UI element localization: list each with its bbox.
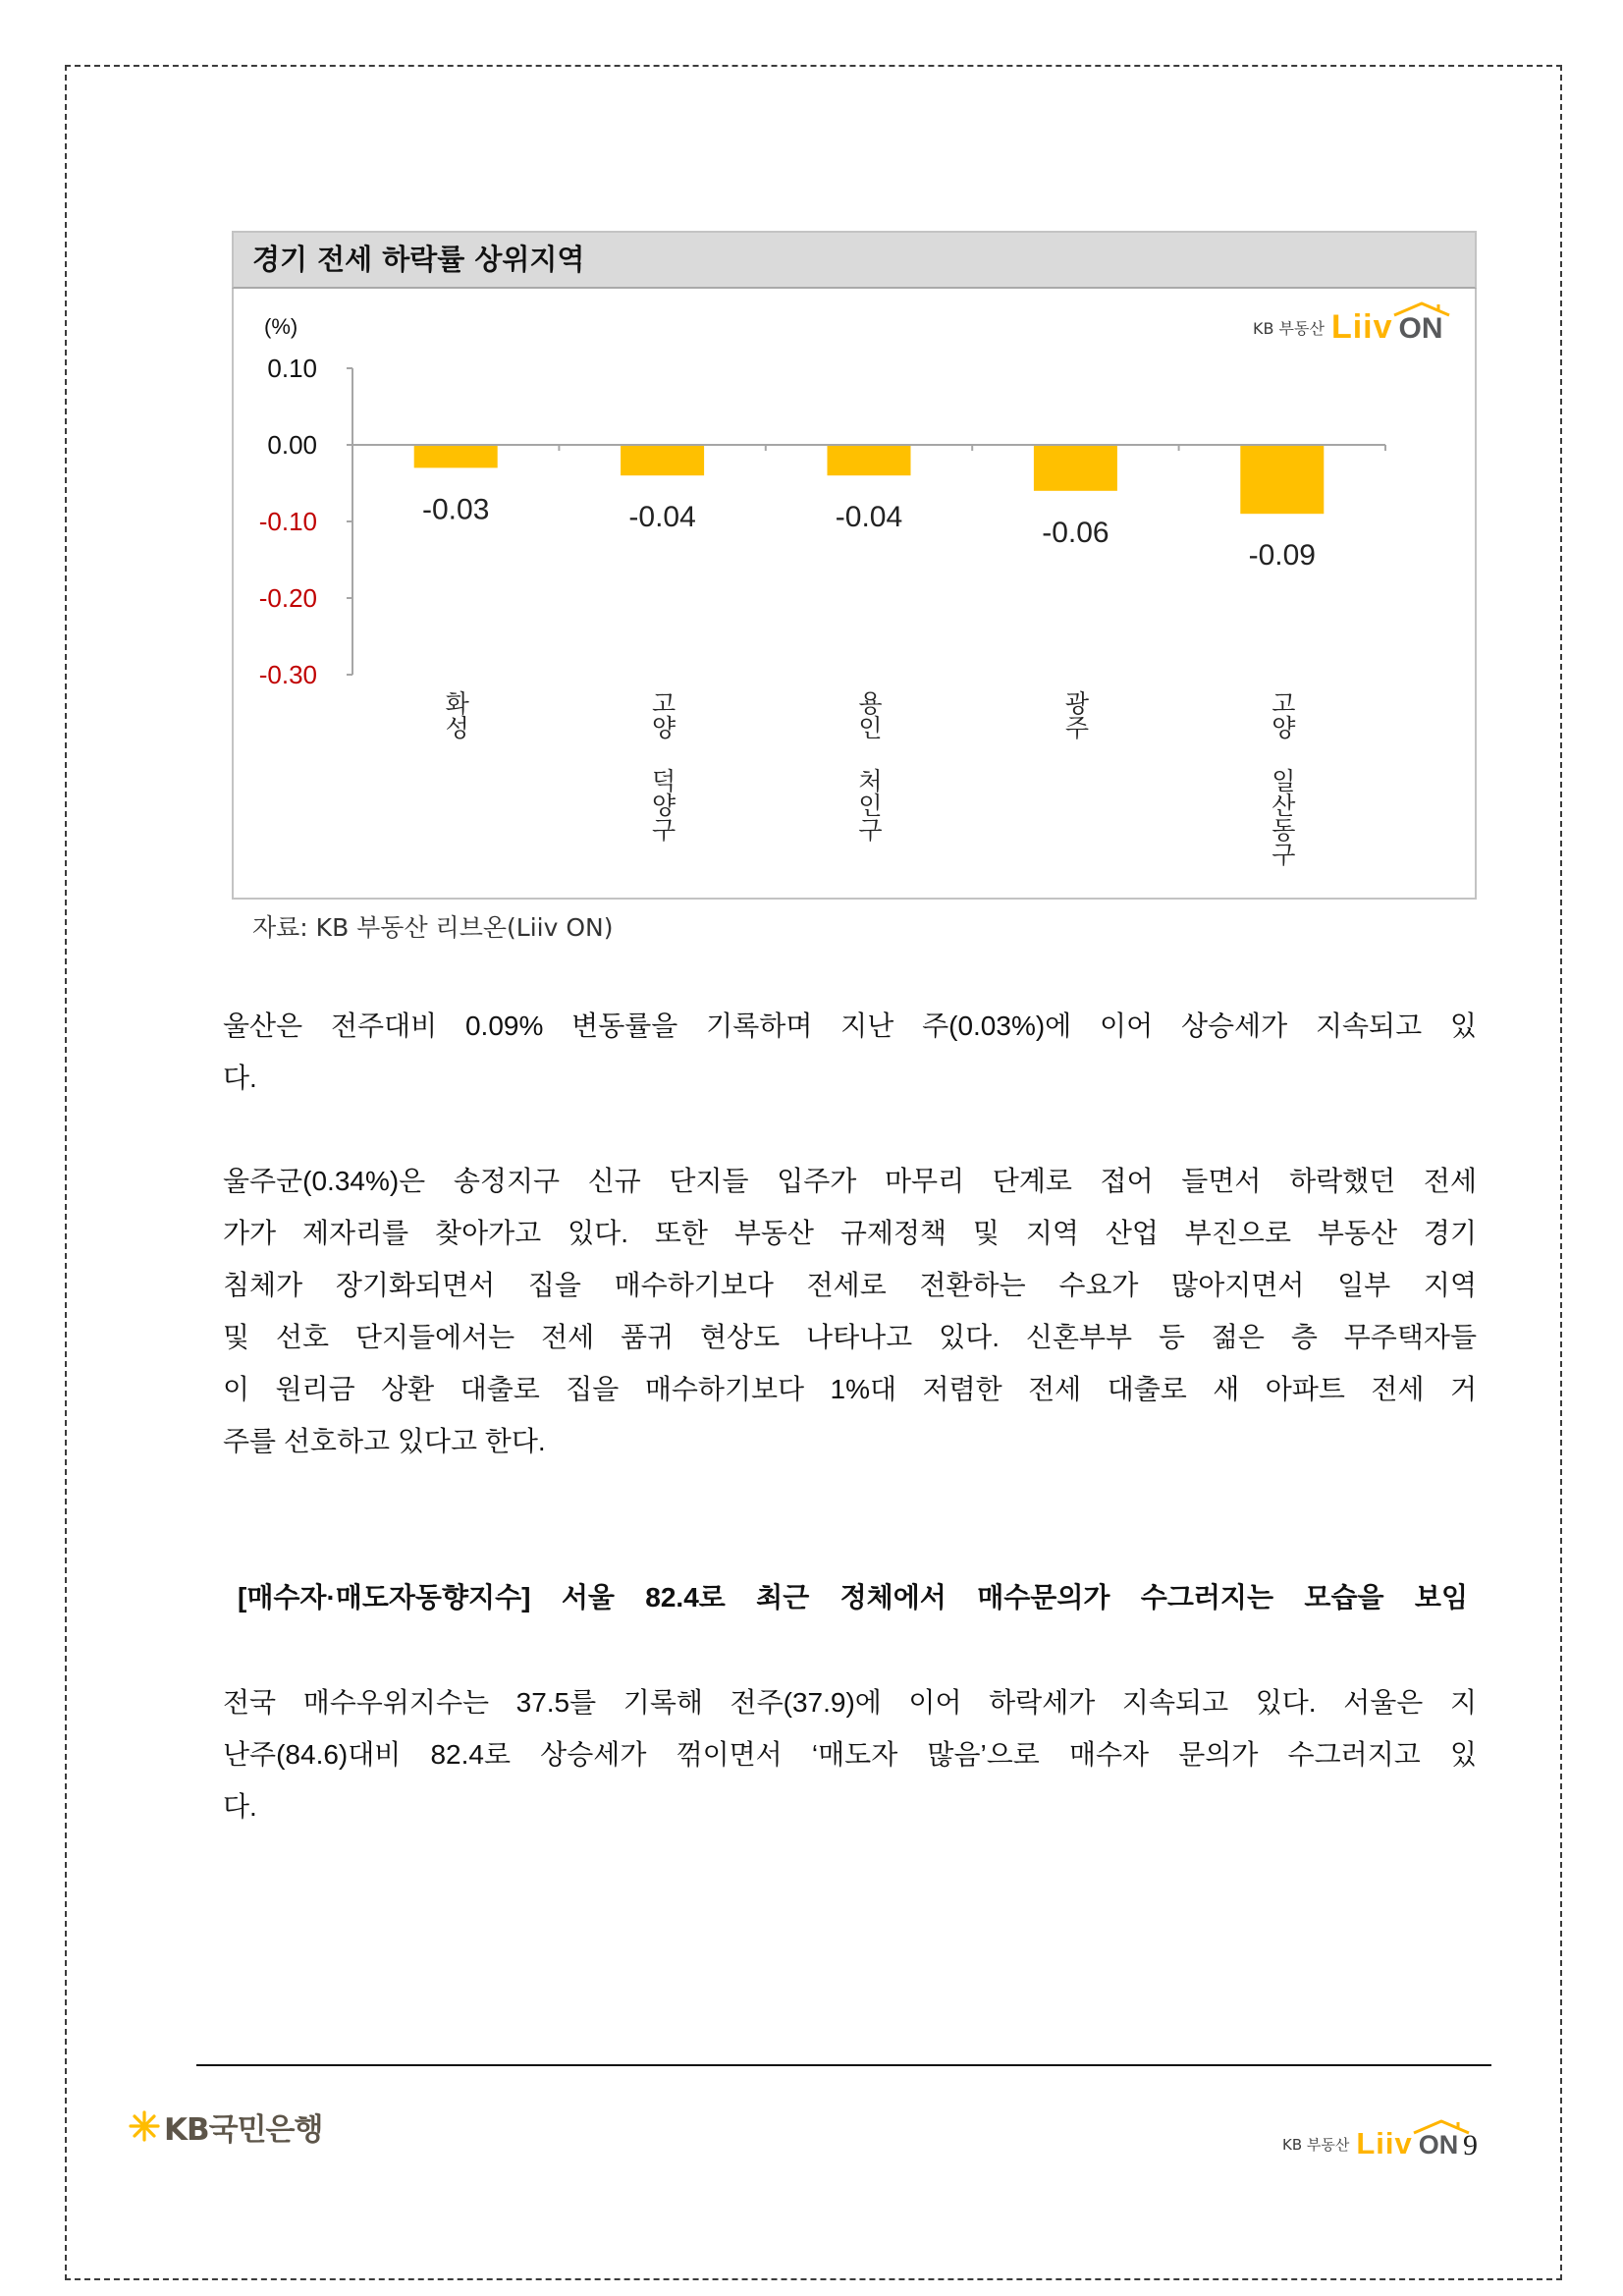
section-heading: [매수자·매도자동향지수] 서울 82.4로 최근 정체에서 매수문의가 수그러지는 모습을 보임 bbox=[238, 1582, 1468, 1613]
logo-on-mark bbox=[1419, 2132, 1459, 2159]
paragraph-uljugun bbox=[223, 1155, 1477, 1467]
y-tick-label: 0.10 bbox=[267, 354, 317, 383]
y-tick-label: -0.30 bbox=[258, 660, 317, 689]
bank-name: KB국민은행 bbox=[164, 2111, 323, 2148]
bar-value-label: -0.09 bbox=[1248, 539, 1316, 573]
text-line: 울산은 전주대비 0.09% 변동률을 기록하며 지난 주(0.03%)에 이어 상승세가 지속되고 있 bbox=[223, 1011, 1477, 1041]
category-label: 광주 bbox=[1060, 690, 1090, 739]
logo-kb-text: KB 부동산 bbox=[1253, 319, 1325, 338]
category-label: 고양 덕양구 bbox=[648, 690, 677, 842]
category-label: 용인 처인구 bbox=[854, 690, 884, 842]
paragraph-ulsan bbox=[223, 1000, 1477, 1104]
text-line: 다. bbox=[223, 1063, 257, 1093]
text-line: 이 원리금 상환 대출로 집을 매수하기보다 1%대 저렴한 전세 대출로 새 아파트 전세 거 bbox=[223, 1374, 1477, 1404]
bar-value-label: -0.04 bbox=[835, 501, 903, 534]
text-line: 주를 선호하고 있다고 한다. bbox=[223, 1426, 546, 1456]
logo-on-mark bbox=[1399, 314, 1443, 344]
chart-panel bbox=[232, 231, 1477, 900]
kb-liiv-on-logo bbox=[1253, 306, 1443, 344]
logo-liiv-text: Liiv bbox=[1356, 2126, 1413, 2160]
chart-source: 자료: KB 부동산 리브온(Liiv ON) bbox=[252, 913, 614, 942]
kb-bank-logo bbox=[128, 2106, 322, 2146]
bar-value-label: -0.06 bbox=[1042, 516, 1109, 549]
text-line: 울주군(0.34%)은 송정지구 신규 단지들 입주가 마무리 단계로 접어 들면서 하락했던 전세 bbox=[223, 1166, 1477, 1196]
text-line: 전국 매수우위지수는 37.5를 기록해 전주(37.9)에 이어 하락세가 지속되고 있다. 서울은 지 bbox=[223, 1687, 1477, 1718]
category-label: 고양 일산동구 bbox=[1268, 690, 1297, 866]
paragraph-buyer-index bbox=[223, 1676, 1477, 1832]
kb-star-icon bbox=[128, 2109, 161, 2143]
logo-on-text: ON bbox=[1398, 312, 1443, 345]
bar-value-label: -0.03 bbox=[422, 493, 490, 526]
y-axis-unit-label: (%) bbox=[264, 314, 298, 339]
page-number: 9 bbox=[1463, 2129, 1478, 2161]
category-label: 화성 bbox=[441, 690, 470, 739]
chart-title-bar bbox=[232, 231, 1477, 289]
text-line: 난주(84.6)대비 82.4로 상승세가 꺾이면서 ‘매도자 많음’으로 매수자 문의가 수그러지고 있 bbox=[223, 1739, 1477, 1770]
chart-title: 경기 전세 하락률 상위지역 bbox=[252, 243, 585, 276]
text-line: 및 선호 단지들에서는 전세 품귀 현상도 나타나고 있다. 신혼부부 등 젊은 층 무주택자들 bbox=[223, 1322, 1477, 1352]
text-line: 가가 제자리를 찾아가고 있다. 또한 부동산 규제정책 및 지역 산업 부진으로 부동산 경기 bbox=[223, 1218, 1477, 1248]
y-tick-label: -0.20 bbox=[258, 583, 317, 613]
footer-divider bbox=[196, 2064, 1491, 2066]
logo-kb-text: KB 부동산 bbox=[1282, 2136, 1350, 2154]
category-label-layer bbox=[232, 289, 1477, 900]
logo-on-text: ON bbox=[1418, 2130, 1459, 2159]
text-line: 침체가 장기화되면서 집을 매수하기보다 전세로 전환하는 수요가 많아지면서 일부 지역 bbox=[223, 1270, 1477, 1300]
roof-icon bbox=[1391, 301, 1452, 317]
text-line: 다. bbox=[223, 1791, 257, 1822]
logo-liiv-text: Liiv bbox=[1330, 308, 1393, 346]
bar-value-label: -0.04 bbox=[628, 501, 696, 534]
footer-kb-liiv-on-logo bbox=[1282, 2121, 1458, 2159]
y-tick-label: -0.10 bbox=[258, 507, 317, 536]
y-tick-label: 0.00 bbox=[267, 430, 317, 460]
